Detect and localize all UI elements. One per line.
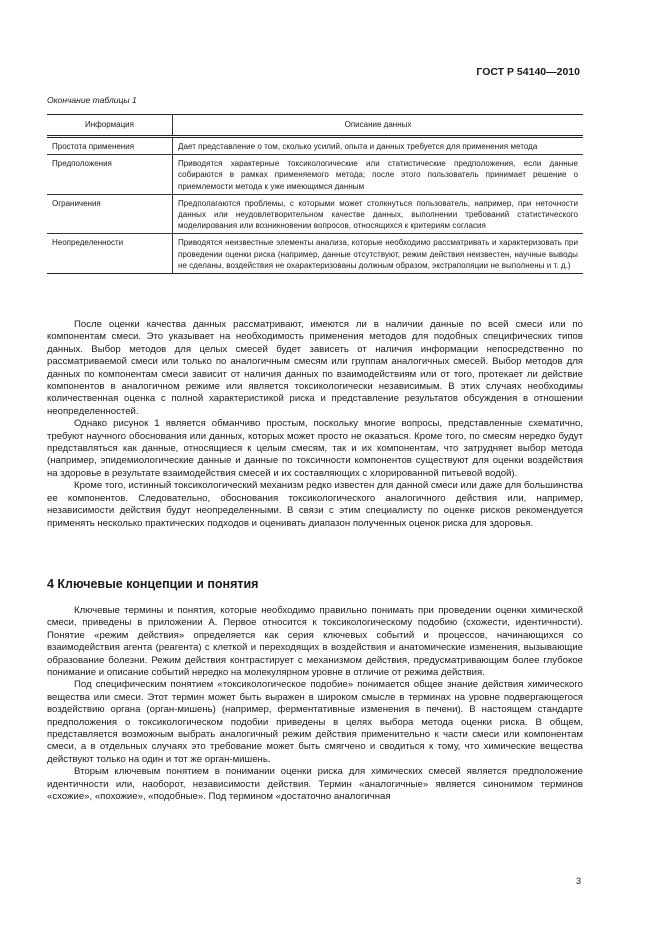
row-info-cell: Предположения [47, 155, 173, 195]
row-description-cell: Предполагаются проблемы, с которыми может столкнуться пользователь, например, при неточности данных или неудовлетворительном качестве данных, выполнении требований статистического моделирования или возникновении вопросов, относящихся к критериям согласия [173, 194, 584, 234]
paragraph: Вторым ключевым понятием в понимании оценки риска для химических смесей является предположение идентичности или, наоборот, независимости действия. Термин «аналогичные» является синонимом терминов «схожие», «похожие», «подобные». Под термином «достаточно аналогичная [47, 766, 583, 803]
row-description-cell: Приводятся неизвестные элементы анализа, которые необходимо рассматривать и характеризовать при проведении оценки риска (например, данные отсутствуют, режим действия неизвестен, научные выводы не сделаны, воздействия не охарактеризованы должным образом, экстраполяции не выполнены и т. д.) [173, 234, 584, 274]
section-heading: 4 Ключевые концепции и понятия [47, 577, 259, 591]
paragraph: Однако рисунок 1 является обманчиво простым, поскольку многие вопросы, представленные схематично, требуют научного обоснования или данных, которых может просто не оказаться. Кроме того, по смесям нередко будут представляться как данные, относящиеся к целым смесям, так и их компонентам, что затрудняет выбор метода (например, эпидемиологические данные и данные по токсичности компонентов существуют для оценки воздействия на здоровье в результате взаимодействия смесей и их составляющих с хлорированной питьевой водой). [47, 418, 583, 479]
table-row [47, 155, 583, 195]
row-info-cell: Простота применения [47, 137, 173, 155]
page-number: 3 [575, 876, 581, 886]
paragraph: Кроме того, истинный токсикологический механизм редко известен для данной смеси или даже для большинства ее компонентов. Следовательно, обоснования токсикологического аналогичного действия или, например, независимости действия будут неопределенными. В связи с этим специалисту по оценке рисков рекомендуется применять несколько практических подходов и оценивать диапазон полученных оценок риска для здоровья. [47, 480, 583, 529]
row-info-cell: Неопределенности [47, 234, 173, 274]
paragraph: Ключевые термины и понятия, которые необходимо правильно понимать при проведении оценки химической смеси, приведены в приложении А. Первое относится к токсикологическому подобию (схожести, идентичности). Понятие «режим действия» определяется как серия ключевых событий и процессов, начинающихся со взаимодействия агента (реагента) с клеткой и переходящих в воздействия и анатомические изменения, вызывающие образование болезни. Режим действия контрастирует с механизмом действия, предусматривающим более глубокое понимание и описание событий нередко на молекулярном уровне в отличие от режима действия. [47, 605, 583, 679]
table-caption: Окончание таблицы 1 [47, 95, 137, 105]
table-row [47, 194, 583, 234]
table-header-row [47, 115, 583, 137]
body-text-block-2 [47, 605, 583, 804]
paragraph: После оценки качества данных рассматривают, имеются ли в наличии данные по всей смеси или по компонентам смеси. Это указывает на необходимость применения методов для подобных специфических типов данных. Выбор методов для целых смесей будет зависеть от наличия информации непосредственно по рассматриваемой смеси или только по аналогичным смесям или группам аналогичных смесей. Выбор методов для данных по компонентам смеси зависит от наличия данных по взаимодействиям или от того, протекает ли действие компонентов в аналогичном режиме или является токсикологически независимым. В этих случаях необходимы количественная оценка с полной характеристикой риска и представление результатов обсуждения в отношении неопределенностей. [47, 319, 583, 417]
table-row [47, 234, 583, 274]
column-header-info: Информация [47, 115, 173, 137]
row-description-cell: Приводятся характерные токсикологические или статистические предположения, если данные собираются в рамках применяемого метода; после этого пользователь принимает решение о приемлемости метода к уже имеющимся данным [173, 155, 584, 195]
row-description-cell: Дает представление о том, сколько усилий, опыта и данных требуется для применения метода [173, 137, 584, 155]
paragraph: Под специфическим понятием «токсикологическое подобие» понимается общее знание действия химического вещества или смеси. Этот термин может быть выражен в широком смысле в терминах на уровне подвергающегося воздействию органа (орган-мишень) (например, ферментативные изменения в печени). В настоящем стандарте предположения о токсикологическом подобии приведены в целях выбора метода оценки риска. В общем, представляется возможным выбрать аналогичный режим действия применительно к части смеси или компонентам смеси, а в отдельных случаях это требование может быть смягчено и сводиться к тому, что химические вещества действуют только на один и тот же орган-мишень. [47, 679, 583, 765]
column-header-description: Описание данных [173, 115, 584, 137]
data-description-table [47, 114, 583, 274]
row-info-cell: Ограничения [47, 194, 173, 234]
standard-header: ГОСТ Р 54140—2010 [476, 66, 580, 78]
table-row [47, 137, 583, 155]
body-text-block-1 [47, 319, 583, 530]
